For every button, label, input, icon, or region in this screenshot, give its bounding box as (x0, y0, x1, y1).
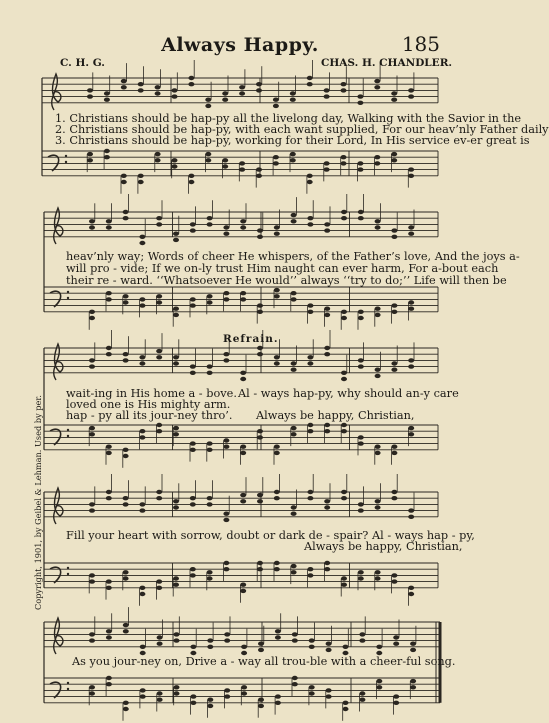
verse-3-line-2: their re - ward. ‘‘Whatsoever He would’’ always ‘‘try to do;’’ Life will then be (66, 274, 507, 287)
refrain-line-5: As you jour-ney on, Drive a - way all trou-ble with a cheer-ful song. (72, 655, 456, 668)
verse-2-line-3: loved one is His mighty arm. (66, 398, 231, 411)
refrain-line-4: Always be happy, Christian, (304, 540, 463, 553)
refrain-line-1: Al - ways hap-py, why should an-y care (238, 387, 459, 400)
refrain-label: Refrain. (223, 333, 279, 345)
hymn-title: Always Happy. (161, 34, 319, 56)
verse-1-line-2: heav’nly way; Words of cheer He whispers, of the Father’s love, And the joys a- (66, 250, 520, 263)
lyricist-credit: C. H. G. (60, 57, 105, 69)
verse-2-line-2: will pro - vide; If we on-ly trust Him naught can ever harm, For a-bout each (66, 262, 499, 275)
verse-1-line-1: 1. Christians should be hap-py all the livelong day, Walking with the Savior in the (55, 112, 522, 125)
verse-3-line-3: hap - py all its jour-ney thro’. (66, 409, 233, 422)
composer-credit: CHAS. H. CHANDLER. (321, 57, 453, 69)
refrain-line-3: Fill your heart with sorrow, doubt or dark de - spair? Al - ways hap - py, (66, 529, 475, 542)
copyright-notice: Copyright, 1901, by Geibel & Lehman. Used by per. (33, 395, 43, 610)
verse-1-line-3: wait-ing in His home a - bove. (66, 387, 237, 400)
verse-2-line-1: 2. Christians should be hap-py, with each want supplied, For our heav’nly Father daily (55, 123, 549, 136)
verse-3-line-1: 3. Christians should be hap-py, working for their Lord, In His service ev-er great is (55, 134, 530, 147)
hymn-number: 185 (401, 32, 440, 56)
refrain-line-2: Always be happy, Christian, (256, 409, 415, 422)
